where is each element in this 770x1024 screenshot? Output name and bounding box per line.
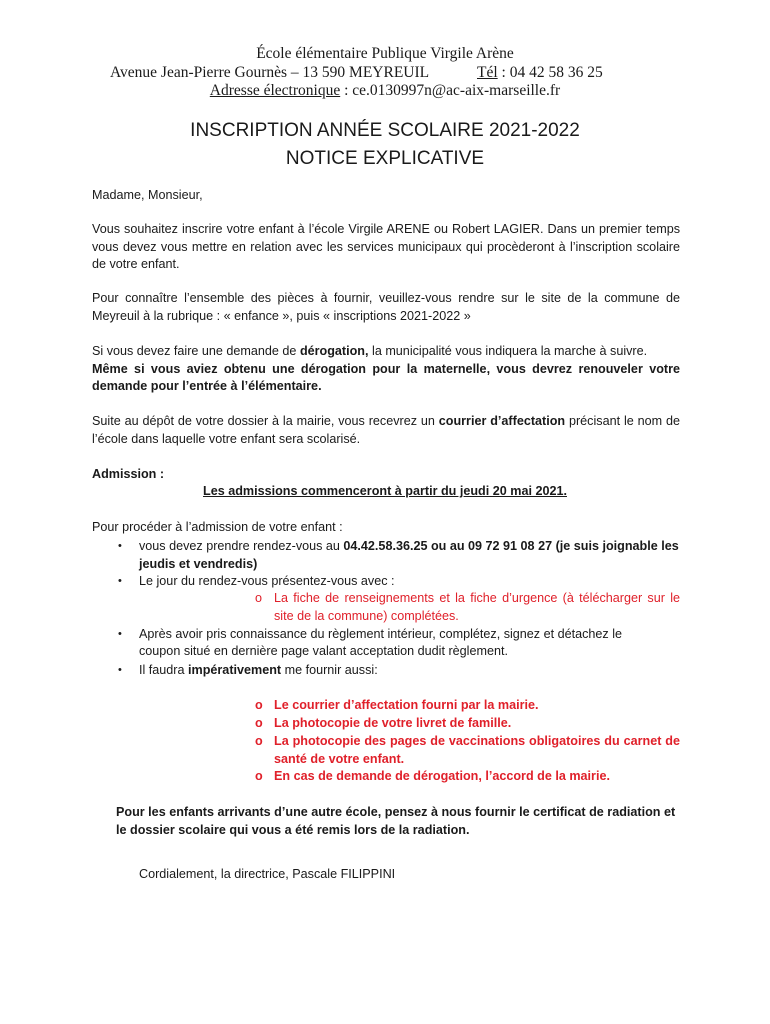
bullet-text-continued: coupon situé en dernière page valant acceptation dudit règlement. bbox=[139, 644, 508, 658]
bullet-text: Le jour du rendez-vous présentez-vous avec : bbox=[139, 574, 395, 588]
paragraph-pieces: Pour connaître l’ensemble des pièces à fournir, veuillez-vous rendre sur le site de la commune de Meyreuil à la rubrique : « enfance », puis « inscriptions 2021-2022 » bbox=[92, 291, 680, 323]
bullet4-text-bold: impérativement bbox=[188, 663, 282, 677]
bullet-icon: • bbox=[118, 664, 122, 676]
sub-item-text: Le courrier d’affectation fourni par la mairie. bbox=[274, 698, 539, 712]
email-label: Adresse électronique bbox=[209, 82, 341, 99]
bullet-text bbox=[139, 538, 680, 573]
email-value: : ce.0130997n@ac-aix-marseille.fr bbox=[340, 82, 561, 99]
circle-bullet-icon: o bbox=[255, 769, 263, 783]
paragraph-affectation bbox=[92, 413, 680, 448]
document-subtitle: NOTICE EXPLICATIVE bbox=[285, 148, 485, 169]
admission-date: Les admissions commenceront à partir du jeudi 20 mai 2021. bbox=[203, 484, 567, 498]
school-address: Avenue Jean-Pierre Gournès – 13 590 MEYREUIL bbox=[110, 64, 430, 81]
sub-item-text: La photocopie des pages de vaccinations obligatoires du carnet de santé de votre enfant. bbox=[274, 734, 680, 766]
sub-item-text: La fiche de renseignements et la fiche d’urgence (à télécharger sur le site de la commune) complétées. bbox=[274, 591, 680, 623]
sub-item-text: En cas de demande de dérogation, l’accord de la mairie. bbox=[274, 769, 610, 783]
signature: Cordialement, la directrice, Pascale FILIPPINI bbox=[139, 867, 396, 881]
phone-label: Tél bbox=[477, 64, 498, 81]
bullet1-text-a: vous devez prendre rendez-vous au bbox=[139, 539, 344, 553]
salutation: Madame, Monsieur, bbox=[92, 188, 203, 202]
admission-heading: Admission : bbox=[92, 467, 165, 481]
bullet-text bbox=[139, 662, 680, 680]
affectation-text-bold: courrier d’affectation bbox=[438, 414, 566, 428]
circle-bullet-icon: o bbox=[255, 716, 263, 730]
bullet4-text-a: Il faudra bbox=[139, 663, 189, 677]
bullet-icon: • bbox=[118, 540, 122, 552]
closing-note: Pour les enfants arrivants d’une autre école, pensez à nous fournir le certificat de radiation et le dossier scolaire qui vous a été remis lors de la radiation. bbox=[116, 805, 676, 837]
phone-value: : 04 42 58 36 25 bbox=[497, 64, 603, 81]
paragraph-inscription: Vous souhaitez inscrire votre enfant à l’école Virgile ARENE ou Robert LAGIER. Dans un premier temps vous devez vous mettre en relation avec les services municipaux qui procèderont à l’inscription scolaire de votre enfant. bbox=[92, 222, 680, 271]
derogation-warning: Même si vous aviez obtenu une dérogation pour la maternelle, vous devrez renouveler votre demande pour l’entrée à l’élémentaire. bbox=[92, 361, 680, 393]
school-phone bbox=[477, 63, 603, 82]
sub-item-text: La photocopie de votre livret de famille. bbox=[274, 716, 512, 730]
paragraph-derogation bbox=[92, 343, 680, 396]
bullet4-text-c: me fournir aussi: bbox=[281, 663, 378, 677]
bullet-icon: • bbox=[118, 575, 122, 587]
bullet-text: Après avoir pris connaissance du règlement intérieur, complétez, signez et détachez le bbox=[139, 627, 623, 641]
document-title: INSCRIPTION ANNÉE SCOLAIRE 2021-2022 bbox=[190, 120, 580, 141]
derogation-text-c: la municipalité vous indiquera la marche à suivre. bbox=[368, 344, 648, 358]
affectation-text-c: précisant le nom de l’école dans laquelle votre enfant sera scolarisé. bbox=[92, 414, 680, 446]
affectation-text-a: Suite au dépôt de votre dossier à la mairie, vous recevrez un bbox=[92, 414, 439, 428]
circle-bullet-icon: o bbox=[255, 698, 263, 712]
circle-bullet-icon: o bbox=[255, 591, 263, 605]
school-address-line bbox=[110, 63, 630, 82]
bullet-icon: • bbox=[118, 628, 122, 640]
procedure-intro: Pour procéder à l’admission de votre enfant : bbox=[92, 520, 343, 534]
derogation-text-a: Si vous devez faire une demande de bbox=[92, 344, 300, 358]
school-email bbox=[0, 81, 770, 100]
circle-bullet-icon: o bbox=[255, 734, 263, 748]
bullet1-phone: 04.42.58.36.25 ou au 09 72 91 08 27 (je suis joignable les jeudis et vendredis) bbox=[139, 539, 679, 571]
school-name: École élémentaire Publique Virgile Arène bbox=[256, 45, 514, 62]
derogation-text-bold: dérogation, bbox=[299, 344, 369, 358]
